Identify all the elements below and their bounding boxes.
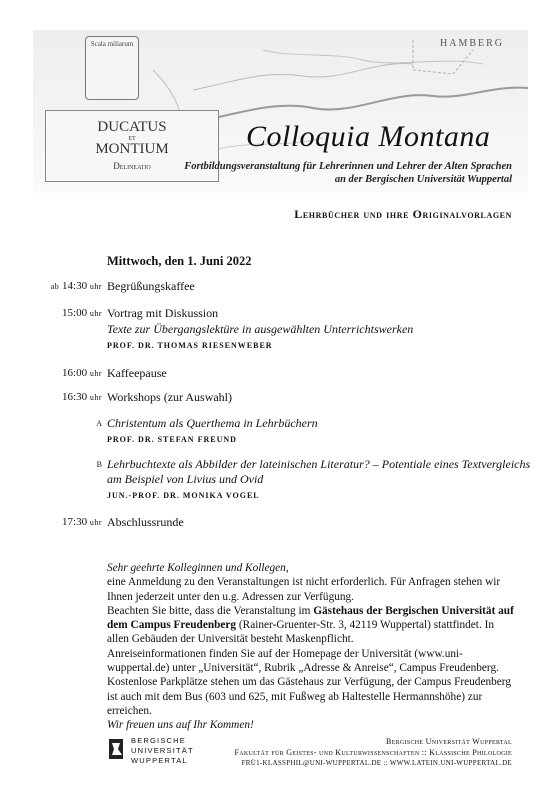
ducatus-et: et <box>128 133 136 142</box>
logo-line1: BERGISCHE <box>131 736 186 745</box>
workshop-b-title-line2: am Beispiel von Livius und Ovid <box>107 472 264 486</box>
workshop-b-title-line1: Lehrbuchtexte als Abbilder der lateinischen Literatur? – Potentiale eines Textvergleichs <box>107 457 531 471</box>
greeting: Sehr geehrte Kolleginnen und Kollegen, <box>107 562 289 574</box>
map-place-label: HAMBERG <box>440 38 505 49</box>
subtitle-line1: Fortbildungsveranstaltung für Lehrerinnen und Lehrer der Alten Sprachen <box>184 161 512 172</box>
header-banner <box>33 30 528 193</box>
delineatio-word: Delineatio <box>113 161 151 171</box>
workshop-a-letter: A <box>96 419 102 428</box>
ducatus-word: DUCATUS <box>97 119 167 135</box>
workshop-a-speaker: PROF. DR. STEFAN FREUND <box>107 435 237 444</box>
university-logo <box>106 735 196 765</box>
montium-word: MONTIUM <box>95 141 169 157</box>
footer-contact: FRÜ1-KLASSPHIL@UNI-WUPPERTAL.DE :: WWW.LATEIN.UNI-WUPPERTAL.DE <box>241 759 512 767</box>
paragraph-directions: Anreiseinformationen finden Sie auf der Homepage der Universität (www.uni-wuppertal.de) unter „Universität“, Rubrik „Adresse & Anreise“, Campus Freudenberg. Kostenlose Parkplätze stehen um das Gästehaus zur Verfügung, der Campus Freudenberg ist auch mit dem Bus (603 und 625, mit Fußweg ab Haltestelle Hermannshöhe) zur erreichen. <box>107 647 511 717</box>
footer-faculty: Fakultät für Geistes- und Kulturwissenschaften :: Klassische Philologie <box>234 748 512 757</box>
workshop-a-title: Christentum als Querthema in Lehrbüchern <box>107 416 318 430</box>
lecture-title: Texte zur Übergangslektüre in ausgewählten Unterrichtswerken <box>107 322 414 336</box>
logo-line2: UNIVERSITÄT <box>131 746 194 755</box>
event-welcome-coffee: Begrüßungskaffee <box>107 279 195 293</box>
time-1630: 16:30 uhr <box>62 391 102 403</box>
time-1730: 17:30 uhr <box>62 516 102 528</box>
workshop-b-letter: B <box>96 460 102 469</box>
paragraph-venue: Beachten Sie bitte, dass die Veranstaltung im Gästehaus der Bergischen Universität auf dem Campus Freudenberg (Rainer-Gruenter-Str. 3, 42119 Wuppertal) stattfindet. In allen Gebäuden der Universität besteht Maskenpflicht. <box>107 604 514 646</box>
lecture-speaker: PROF. DR. THOMAS RIESENWEBER <box>107 341 273 350</box>
subtitle-line2: an der Bergischen Universität Wuppertal <box>334 174 512 185</box>
event-workshops: Workshops (zur Auswahl) <box>107 390 233 404</box>
event-closing-round: Abschlussrunde <box>107 515 184 529</box>
event-coffee-break: Kaffeepause <box>107 366 167 380</box>
time-1600: 16:00 uhr <box>62 367 102 379</box>
page-title: Colloquia Montana <box>246 120 491 153</box>
cartouche-text: Scala miliarum <box>90 40 134 48</box>
venue-name: Gästehaus der Bergischen Universität auf dem Campus Freudenberg <box>107 604 514 632</box>
paragraph-registration: eine Anmeldung zu den Veranstaltungen ist nicht erforderlich. Für Anfragen stehen wir Ihnen jederzeit unter den u.g. Adressen zur Verfügung. <box>107 576 501 603</box>
closing-line: Wir freuen uns auf Ihr Kommen! <box>107 719 254 732</box>
workshop-b-speaker: JUN.-PROF. DR. MONIKA VOGEL <box>107 491 260 500</box>
info-text <box>107 561 517 733</box>
footer-university: Bergische Universität Wuppertal <box>386 737 512 746</box>
lion-emblem-icon <box>106 735 126 763</box>
logo-line3: WUPPERTAL <box>131 756 188 765</box>
time-1430: ab 14:30 uhr <box>50 280 102 292</box>
event-date: Mittwoch, den 1. Juni 2022 <box>107 254 252 268</box>
section-heading: Lehrbücher und ihre Originalvorlagen <box>294 207 512 221</box>
event-lecture: Vortrag mit Diskussion <box>107 306 219 320</box>
scale-cartouche <box>85 36 139 100</box>
time-1500: 15:00 uhr <box>62 307 102 319</box>
